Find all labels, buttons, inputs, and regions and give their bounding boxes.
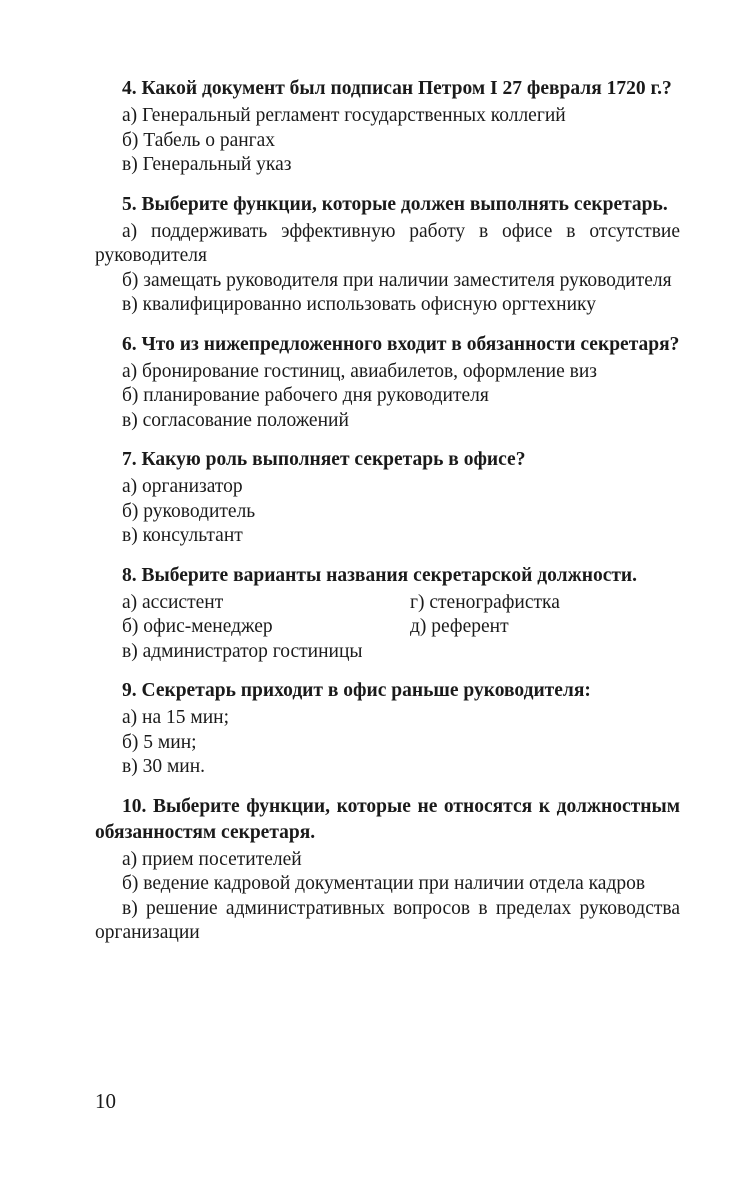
answer-option: б) планирование рабочего дня руководителя [122, 385, 489, 406]
question-7 [95, 447, 680, 549]
question-10 [95, 794, 680, 946]
answer-option: а) на 15 мин; [122, 707, 229, 728]
question-title: 6. Что из нижепредложенного входит в обязанности секретаря? [122, 333, 680, 355]
answer-option: д) референт [410, 616, 509, 637]
answer-option: а) поддерживать эффективную работу в офисе в отсутствие руководителя [95, 220, 680, 266]
answer-option: в) решение административных вопросов в пределах руководства организации [95, 897, 680, 943]
answer-option: г) стенографистка [410, 591, 560, 613]
question-title: 4. Какой документ был подписан Петром I 27 февраля 1720 г.? [122, 78, 672, 99]
answer-option: в) консультант [122, 525, 243, 546]
answer-option: а) бронирование гостиниц, авиабилетов, оформление виз [122, 360, 597, 382]
answer-option: а) прием посетителей [122, 848, 302, 870]
answer-option: в) согласование положений [122, 409, 349, 431]
answer-option: в) администратор гостиницы [122, 640, 363, 662]
question-title: 5. Выберите функции, которые должен выполнять секретарь. [122, 193, 668, 215]
question-9 [95, 678, 680, 780]
question-8 [95, 563, 680, 665]
question-4 [95, 76, 680, 178]
answer-option: б) Табель о рангах [122, 129, 276, 151]
answer-options-grid [95, 591, 680, 665]
answer-option: б) ведение кадровой документации при наличии отдела кадров [122, 873, 646, 894]
question-5 [95, 192, 680, 318]
answer-option: в) Генеральный указ [122, 154, 292, 175]
answer-option: а) организатор [122, 476, 243, 497]
answer-option: б) руководитель [122, 500, 256, 522]
question-title: 9. Секретарь приходит в офис раньше руководителя: [122, 680, 591, 701]
question-title: 7. Какую роль выполняет секретарь в офисе? [122, 449, 526, 470]
answer-option: в) 30 мин. [122, 756, 206, 777]
answer-option: а) ассистент [122, 591, 224, 613]
page-number: 10 [95, 1089, 116, 1113]
answer-option: б) 5 мин; [122, 731, 197, 753]
answer-option: б) замещать руководителя при наличии заместителя руководителя [122, 269, 672, 291]
answer-option: а) Генеральный регламент государственных коллегий [122, 105, 566, 126]
question-title: 8. Выберите варианты названия секретарской должности. [122, 564, 638, 586]
answer-option: б) офис-менеджер [122, 616, 273, 637]
question-title: 10. Выберите функции, которые не относятся к должностным обязанностям секретаря. [95, 795, 680, 843]
question-6 [95, 332, 680, 434]
quiz-content [95, 76, 680, 946]
answer-option: в) квалифицированно использовать офисную оргтехнику [122, 294, 596, 315]
